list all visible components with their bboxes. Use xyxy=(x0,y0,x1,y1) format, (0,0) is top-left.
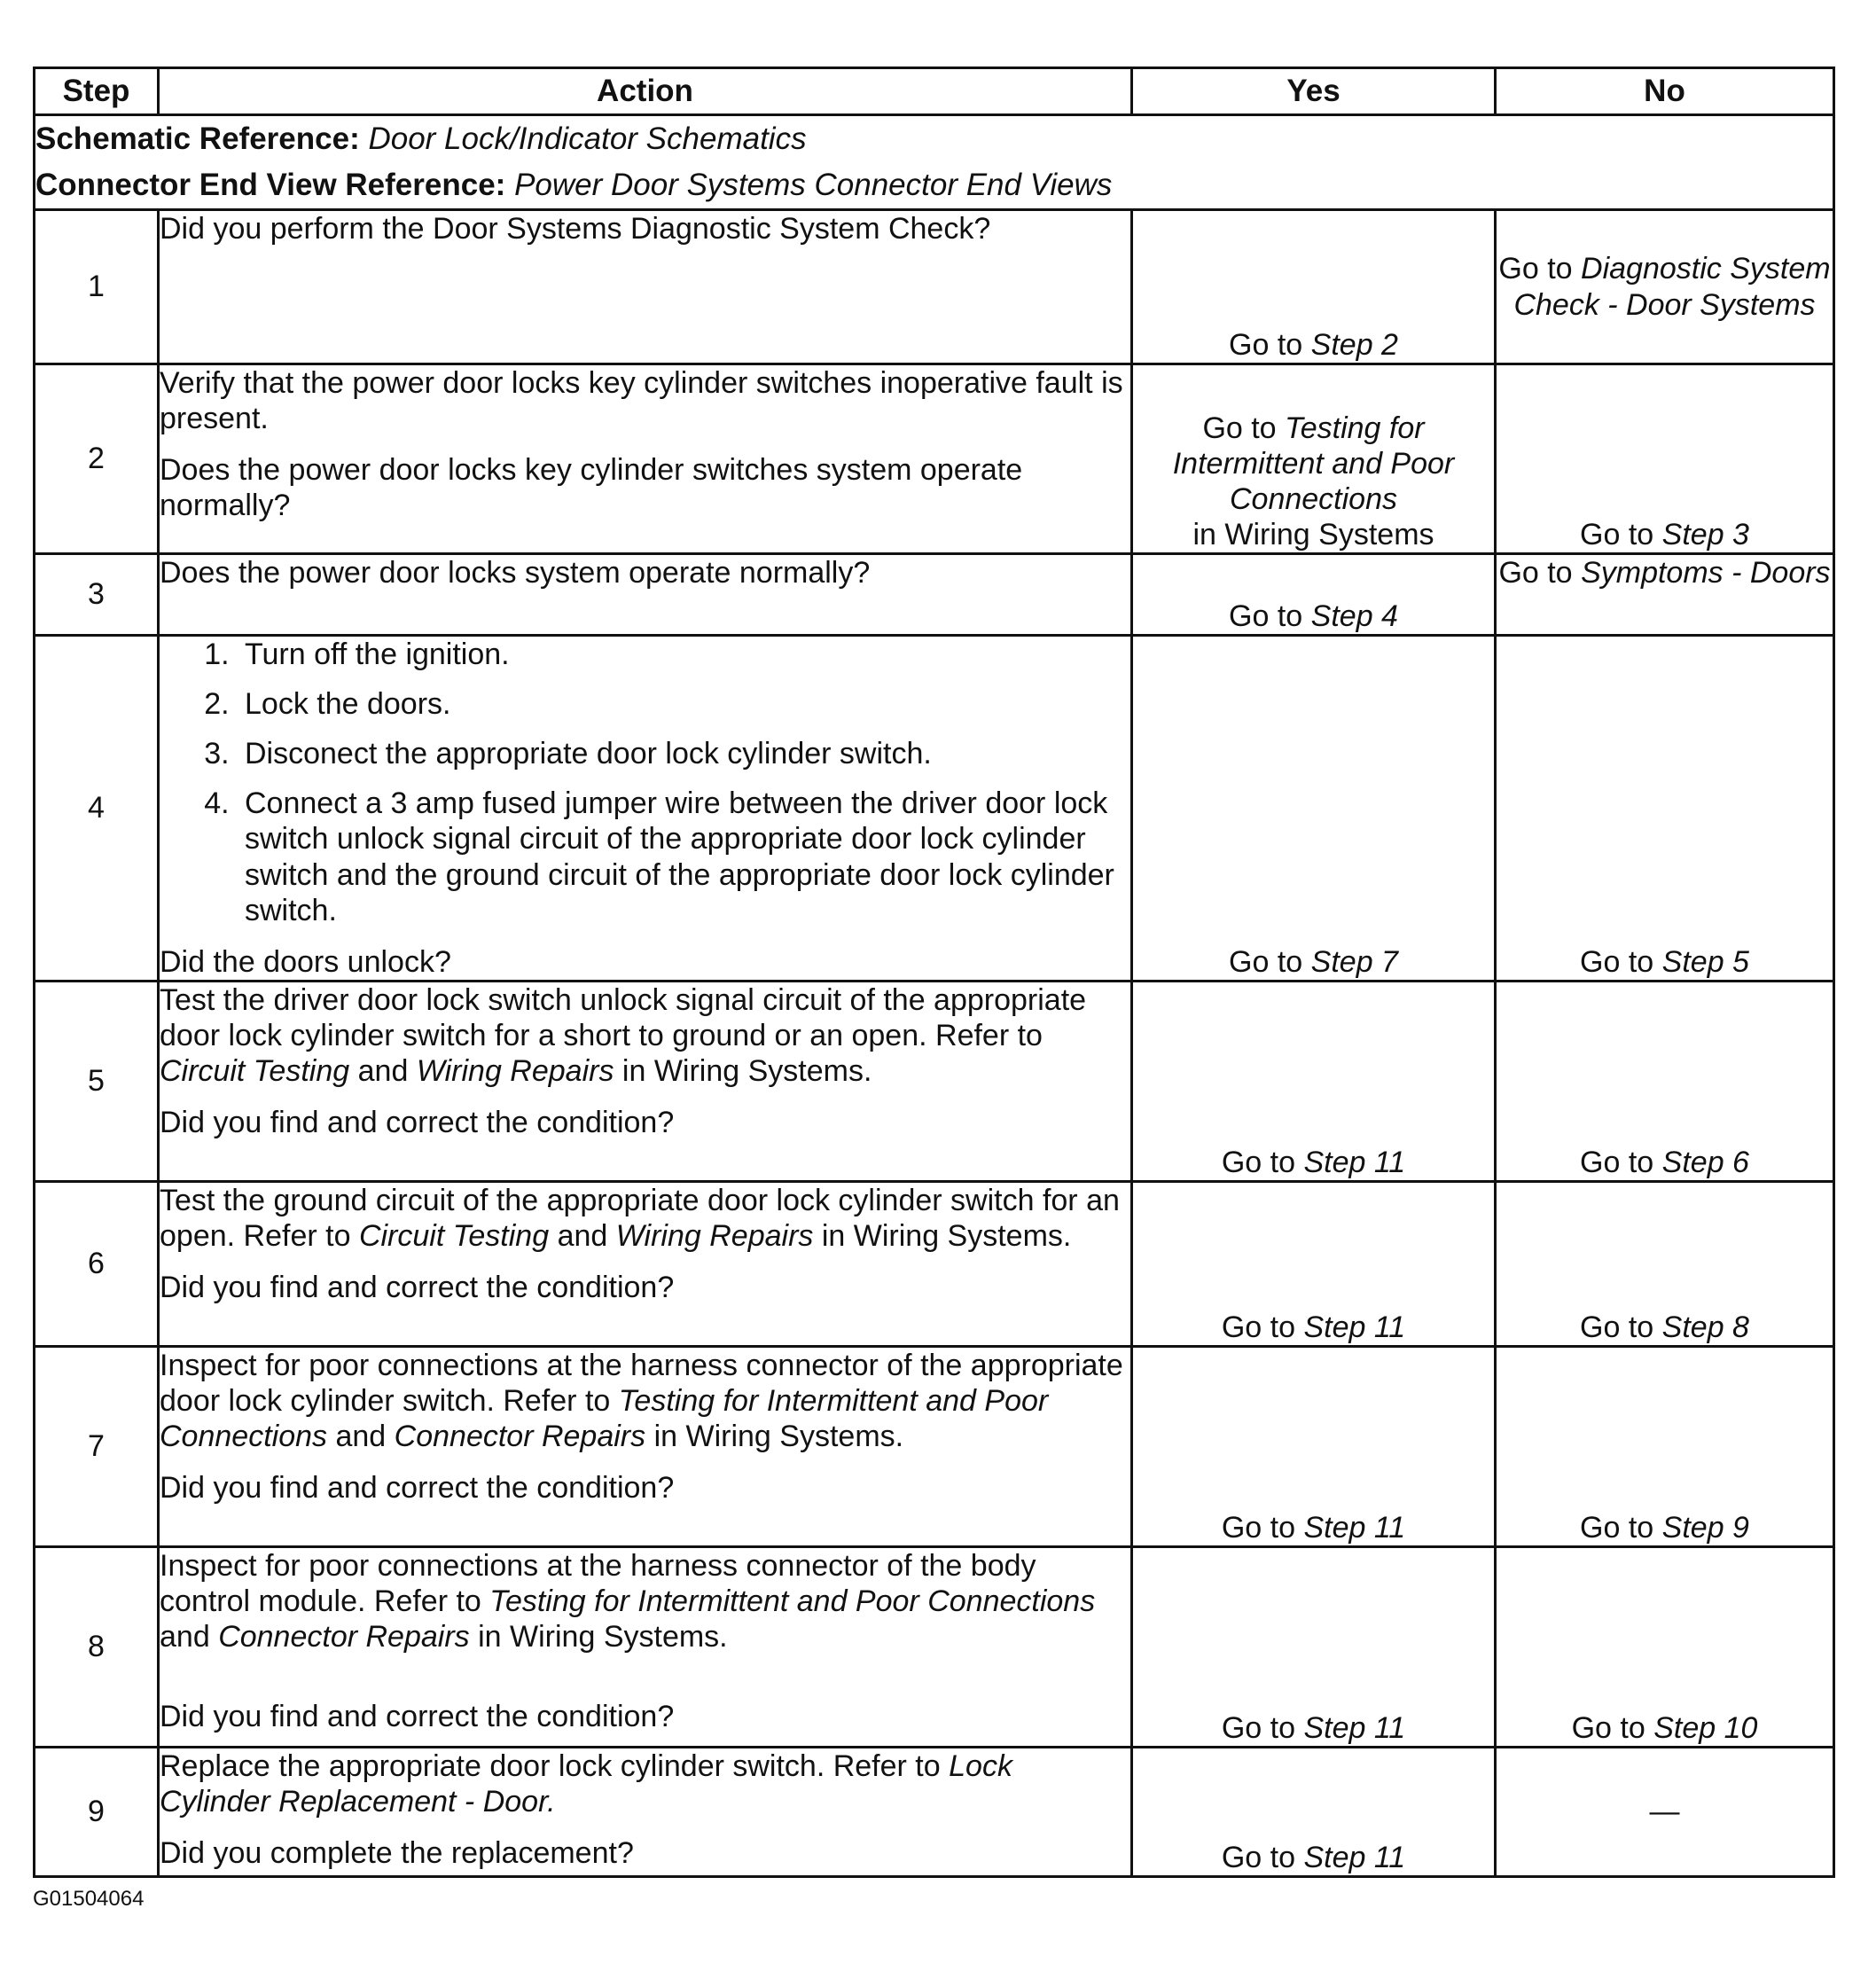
go-to-label: Go to xyxy=(1498,252,1573,286)
yes-reference: Testing for Intermittent and Poor Connections xyxy=(1172,411,1455,516)
no-reference: Step 8 xyxy=(1661,1310,1749,1344)
step-number: 2 xyxy=(35,364,159,554)
no-cell xyxy=(1496,1346,1834,1546)
action-text xyxy=(160,1183,1130,1254)
table-row xyxy=(35,1747,1834,1876)
reference-cell xyxy=(35,115,1834,210)
action-cell xyxy=(159,554,1132,636)
action-text-part: Replace the appropriate door lock cylinder switch. Refer to xyxy=(160,1748,941,1783)
yes-reference: Step 11 xyxy=(1303,1710,1406,1745)
action-question: Did the doors unlock? xyxy=(160,944,451,979)
no-reference: Step 5 xyxy=(1661,944,1749,979)
no-cell xyxy=(1496,981,1834,1181)
no-reference: Step 3 xyxy=(1661,517,1749,551)
yes-cell xyxy=(1132,1546,1496,1747)
go-to-label: Go to xyxy=(1221,1710,1296,1745)
step-number: 1 xyxy=(35,210,159,364)
yes-cell xyxy=(1132,1181,1496,1346)
no-cell xyxy=(1496,636,1834,982)
no-reference: Symptoms - Doors xyxy=(1581,556,1831,590)
yes-reference: Step 7 xyxy=(1310,944,1398,979)
action-text-part: Test the driver door lock switch unlock signal circuit of the appropriate door lock cylinder switch for a short to ground or an open. Refer to xyxy=(160,982,1087,1052)
reference-link: Connector Repairs xyxy=(218,1620,470,1654)
no-cell xyxy=(1496,554,1834,636)
action-text-part: in Wiring Systems. xyxy=(621,1054,872,1089)
step-number: 8 xyxy=(35,1546,159,1747)
reference-link: Lock Cylinder Replacement - Door xyxy=(160,1748,1012,1819)
list-item: 2. Lock the doors. xyxy=(238,686,1130,722)
yes-reference: Step 11 xyxy=(1303,1510,1406,1545)
header-action: Action xyxy=(159,68,1132,115)
action-question: Did you complete the replacement? xyxy=(160,1836,634,1871)
reference-link: Testing for Intermittent and Poor Connections xyxy=(489,1584,1096,1618)
action-text-part: and xyxy=(335,1420,387,1454)
list-item: 3. Disconect the appropriate door lock cylinder switch. xyxy=(238,736,1130,771)
no-reference: — xyxy=(1649,1795,1680,1829)
go-to-label: Go to xyxy=(1580,517,1654,551)
go-to-label: Go to xyxy=(1229,944,1303,979)
figure-code: G01504064 xyxy=(33,1887,145,1911)
action-text-part: . xyxy=(547,1784,556,1819)
yes-cell xyxy=(1132,636,1496,982)
go-to-label: Go to xyxy=(1229,327,1303,362)
header-yes: Yes xyxy=(1132,68,1496,115)
reference-row xyxy=(35,115,1834,210)
action-text-part: in Wiring Systems. xyxy=(478,1620,728,1654)
list-item: 4. Connect a 3 amp fused jumper wire between the driver door lock switch unlock signal circuit of the appropriate door lock cylinder switch and the ground circuit of the appropriate door lock cylinder switch. xyxy=(238,786,1130,927)
action-cell xyxy=(159,1747,1132,1876)
yes-cell xyxy=(1132,1747,1496,1876)
go-to-label: Go to xyxy=(1580,1310,1654,1344)
yes-cell xyxy=(1132,210,1496,364)
no-reference: Step 10 xyxy=(1653,1710,1758,1745)
no-cell xyxy=(1496,1181,1834,1346)
action-text-part: Test the ground circuit of the appropriate door lock cylinder switch for an open. Refer to xyxy=(160,1183,1120,1253)
action-cell xyxy=(159,636,1132,982)
go-to-label: Go to xyxy=(1229,598,1303,633)
step-number: 3 xyxy=(35,554,159,636)
table-row xyxy=(35,554,1834,636)
action-text xyxy=(160,1348,1130,1454)
step-number: 4 xyxy=(35,636,159,982)
action-text-part: in Wiring Systems. xyxy=(653,1420,904,1454)
table-row xyxy=(35,1546,1834,1747)
yes-cell xyxy=(1132,1346,1496,1546)
schematic-reference-label: Schematic Reference: xyxy=(35,121,360,156)
action-cell xyxy=(159,1546,1132,1747)
yes-cell xyxy=(1132,981,1496,1181)
action-question: Does the power door locks system operate normally? xyxy=(160,556,871,590)
go-to-label: Go to xyxy=(1571,1710,1645,1745)
no-cell xyxy=(1496,364,1834,554)
action-text: Verify that the power door locks key cylinder switches inoperative fault is present. xyxy=(160,366,1123,436)
action-question: Did you find and correct the condition? xyxy=(160,1271,675,1305)
go-to-label: Go to xyxy=(1202,411,1277,445)
go-to-label: Go to xyxy=(1498,556,1573,590)
header-row xyxy=(35,68,1834,115)
step-number: 7 xyxy=(35,1346,159,1546)
reference-link: Circuit Testing xyxy=(160,1054,350,1089)
connector-reference xyxy=(35,162,1833,208)
action-cell xyxy=(159,210,1132,364)
action-text-part: Inspect for poor connections at the harness connector of the appropriate door lock cylinder switch. Refer to xyxy=(160,1348,1123,1418)
go-to-label: Go to xyxy=(1580,1145,1654,1179)
action-cell xyxy=(159,1346,1132,1546)
table-row xyxy=(35,210,1834,364)
go-to-label: Go to xyxy=(1221,1510,1296,1545)
no-reference: Step 9 xyxy=(1661,1510,1749,1545)
yes-cell xyxy=(1132,554,1496,636)
diagnostic-table xyxy=(33,66,1835,1878)
schematic-reference-value: Door Lock/Indicator Schematics xyxy=(368,121,807,156)
step-number: 5 xyxy=(35,981,159,1181)
step-number: 6 xyxy=(35,1181,159,1346)
no-cell xyxy=(1496,210,1834,364)
yes-cell xyxy=(1132,364,1496,554)
action-text-part: and xyxy=(557,1218,608,1253)
reference-link: Connector Repairs xyxy=(394,1420,646,1454)
header-no: No xyxy=(1496,68,1834,115)
no-reference: Step 6 xyxy=(1661,1145,1749,1179)
yes-reference: Step 4 xyxy=(1310,598,1398,633)
table-row xyxy=(35,1346,1834,1546)
yes-suffix: in Wiring Systems xyxy=(1192,517,1434,551)
action-question: Did you find and correct the condition? xyxy=(160,1106,675,1140)
reference-link: Circuit Testing xyxy=(358,1218,550,1253)
connector-reference-value: Power Door Systems Connector End Views xyxy=(514,168,1113,202)
action-cell xyxy=(159,981,1132,1181)
go-to-label: Go to xyxy=(1580,944,1654,979)
no-reference: Diagnostic System Check - Door Systems xyxy=(1513,252,1831,322)
action-text xyxy=(160,982,1130,1089)
action-text xyxy=(160,1548,1130,1654)
no-cell xyxy=(1496,1747,1834,1876)
table-row xyxy=(35,364,1834,554)
yes-reference: Step 11 xyxy=(1303,1840,1406,1874)
action-question: Did you find and correct the condition? xyxy=(160,1700,675,1734)
no-cell xyxy=(1496,1546,1834,1747)
action-text-part: and xyxy=(357,1054,409,1089)
action-list xyxy=(160,637,1130,928)
action-cell xyxy=(159,1181,1132,1346)
yes-reference: Step 11 xyxy=(1303,1310,1406,1344)
action-question: Did you perform the Door Systems Diagnostic System Check? xyxy=(160,212,991,246)
go-to-label: Go to xyxy=(1221,1310,1296,1344)
step-number: 9 xyxy=(35,1747,159,1876)
header-step: Step xyxy=(35,68,159,115)
go-to-label: Go to xyxy=(1580,1510,1654,1545)
connector-reference-label: Connector End View Reference: xyxy=(35,168,506,202)
go-to-label: Go to xyxy=(1221,1145,1296,1179)
yes-reference: Step 2 xyxy=(1310,327,1398,362)
reference-link: Testing for Intermittent and Poor Connections xyxy=(160,1383,1049,1454)
action-question: Did you find and correct the condition? xyxy=(160,1471,675,1506)
table-row xyxy=(35,636,1834,982)
list-item: 1. Turn off the ignition. xyxy=(238,637,1130,672)
go-to-label: Go to xyxy=(1221,1840,1296,1874)
action-text-part: in Wiring Systems. xyxy=(821,1218,1072,1253)
action-question: Does the power door locks key cylinder switches system operate normally? xyxy=(160,453,1023,523)
reference-link: Wiring Repairs xyxy=(416,1054,614,1089)
action-text xyxy=(160,1748,1130,1819)
table-row xyxy=(35,981,1834,1181)
table-row xyxy=(35,1181,1834,1346)
yes-reference: Step 11 xyxy=(1303,1145,1406,1179)
action-text-part: Inspect for poor connections at the harness connector of the body control module. Refer to xyxy=(160,1548,1036,1618)
action-text-part: and xyxy=(160,1620,210,1654)
reference-link: Wiring Repairs xyxy=(615,1218,814,1253)
action-cell xyxy=(159,364,1132,554)
schematic-reference xyxy=(35,116,1833,162)
